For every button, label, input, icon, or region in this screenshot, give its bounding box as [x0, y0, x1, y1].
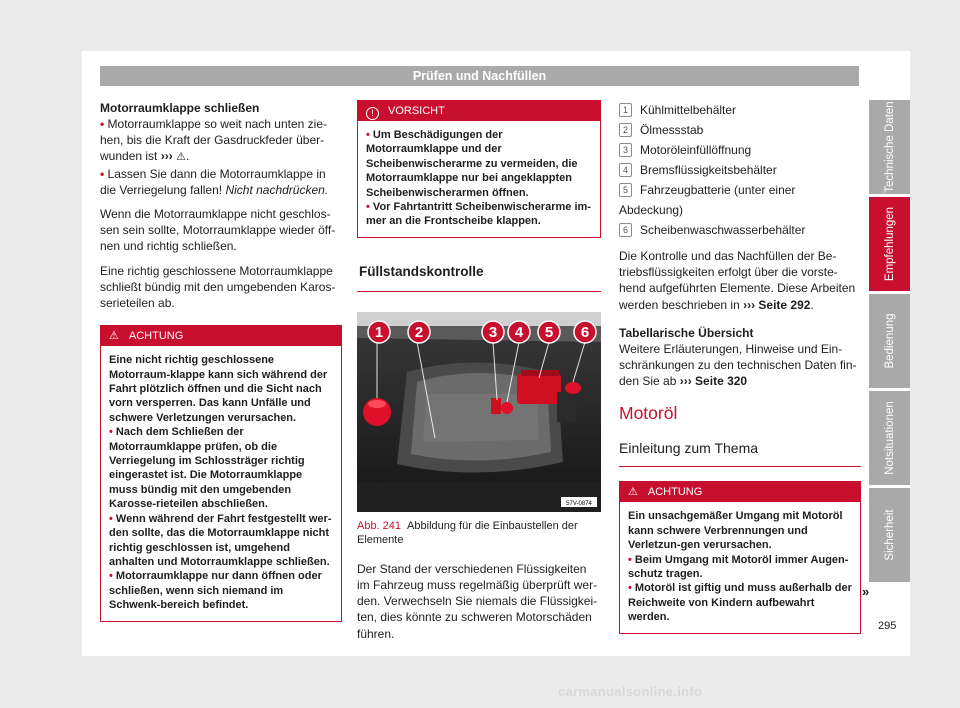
- cross-ref[interactable]: ››› Seite 320: [679, 374, 748, 389]
- figure-marker-label: 4: [514, 323, 524, 341]
- tab-technische-daten[interactable]: Technische Daten: [869, 100, 910, 194]
- list-item: 3 Motoröleinfüllöffnung: [619, 140, 861, 160]
- heading-hood-close: Motorraumklappe schließen: [100, 101, 260, 115]
- figure-caption: Abb. 241 Abbildung für die Einbaustellen der Elemente: [357, 519, 578, 546]
- cross-ref[interactable]: ››› Seite 292: [743, 297, 811, 312]
- caution-bullet: • Um Beschädigungen der Motorraumklappe und der Scheibenwischerarme zu vermeiden, die Motorraumklappe nur bei angeklappten Scheibenwischerarmen öffnen.: [366, 129, 578, 199]
- watermark: carmanualsonline.info: [558, 684, 703, 699]
- figure-marker-label: 2: [414, 323, 424, 341]
- figure-code: 57V-0874: [566, 500, 592, 507]
- tab-notsituationen[interactable]: Notsituationen: [869, 391, 910, 485]
- paragraph: Weitere Erläuterungen, Hinweise und Ein-schränkungen zu den technischen Daten fin-den Sie ab ››› Seite 320: [619, 341, 857, 389]
- element-list: [619, 100, 861, 240]
- page-number: 295: [878, 620, 897, 632]
- column-2: [357, 100, 601, 650]
- tab-bedienung[interactable]: Bedienung: [869, 294, 910, 388]
- bullet-icon: •: [100, 166, 108, 181]
- continue-arrow-icon: »: [862, 584, 870, 599]
- tab-sicherheit[interactable]: Sicherheit: [869, 488, 910, 582]
- warning-triangle-icon: ⚠: [109, 330, 119, 343]
- chapter-title: Motoröl: [619, 403, 678, 424]
- caution-box-body: [358, 121, 600, 237]
- bullet-2: • Lassen Sie dann die Motorraumklappe in die Verriegelung fallen! Nicht nachdrücken.: [100, 166, 329, 197]
- paragraph: Eine richtig geschlossene Motorraumklappe schließt bündig mit den umgebenden Karos-serieteilen ab.: [100, 263, 336, 311]
- warning-bullet: • Wenn während der Fahrt festgestellt wer-den sollte, das die Motorraumklappe nicht richtig geschlossen ist, umgehend anhalten und Motorraumklappe schließen.: [109, 512, 332, 568]
- warning-box: [100, 325, 342, 621]
- paragraph: Wenn die Motorraumklappe nicht geschlos-sen sein sollte, Motorraumklappe wieder öff-nen und richtig schließen.: [100, 207, 336, 254]
- warning-box-body: Eine nicht richtig geschlossene Motorraum-klappe kann sich während der Fahrt plötzlich öffnen und die Sicht nach vorn versperren. Das kann Unfälle und schwere Verletzungen verursachen. • Nach dem Schließen der Motorraumklappe prüfen, ob die Verriegelung im Schlossträger richtig eingerastet ist. Die Motorraumklappe muss bündig mit den umgebenden Karosse-rieteilen abschließen. • Wenn während der Fahrt festgestellt wer-den sollte, das die Motorraumklappe nicht richtig geschlossen ist, umgehend anhalten und Motorraumklappe schließen. • Motorraumklappe nur dann öffnen oder schließen, wenn sich niemand im Schwenk-bereich befindet.: [109, 354, 332, 612]
- heading-table: Tabellarische Übersicht: [619, 325, 754, 340]
- list-item: 1 Kühlmittelbehälter: [619, 100, 861, 120]
- list-item: 6 Scheibenwaschwasserbehälter: [619, 220, 861, 240]
- warning-bullet: • Beim Umgang mit Motoröl immer Augen-schutz tragen.: [628, 553, 849, 581]
- bullet-1: • Motorraumklappe so weit nach unten zie-hen, bis die Kraft der Gasdruckfeder über-wunden ist ››› ⚠.: [100, 117, 327, 164]
- warning-bullet: • Motoröl ist giftig und muss außerhalb der Reichweite von Kindern aufbewahrt werden.: [628, 582, 852, 624]
- list-item: 2 Ölmessstab: [619, 120, 861, 140]
- paragraph: Der Stand der verschiedenen Flüssigkeiten im Fahrzeug muss regelmäßig überprüft wer-den. Verwechseln Sie niemals die Flüssigkei-ten, dies könnte zu schweren Motorschäden führen.: [357, 561, 598, 641]
- section-heading: Einleitung zum Thema: [619, 440, 861, 467]
- figure-marker-label: 1: [374, 323, 384, 341]
- warning-box-header: ⚠ ACHTUNG: [620, 482, 860, 502]
- caution-bullet: • Vor Fahrtantritt Scheibenwischerarme im-mer an die Frontscheibe klappen.: [366, 201, 591, 228]
- section-heading: Füllstandskontrolle: [357, 264, 601, 292]
- warning-triangle-icon: ⚠: [176, 151, 186, 164]
- column-1: [100, 100, 342, 622]
- warning-box: [619, 481, 861, 633]
- figure-marker-label: 5: [544, 323, 554, 341]
- info-circle-icon: !: [366, 107, 379, 120]
- engine-bay-illustration: [357, 312, 601, 512]
- cross-ref[interactable]: ›››: [160, 149, 173, 164]
- warning-triangle-icon: ⚠: [628, 486, 638, 499]
- caution-box: [357, 100, 601, 238]
- page-header: Prüfen und Nachfüllen: [100, 66, 859, 86]
- column-3: [619, 100, 861, 634]
- figure-marker-label: 3: [488, 323, 498, 341]
- caution-box-header: ! VORSICHT: [358, 101, 600, 121]
- bullet-icon: •: [100, 117, 108, 131]
- paragraph: Die Kontrolle und das Nachfüllen der Be-triebsflüssigkeiten erfolgt über die vorste-hend aufgeführten Elemente. Diese Arbeiten werden beschrieben in ››› Seite 292.: [619, 249, 856, 312]
- tab-empfehlungen[interactable]: Empfehlungen: [869, 197, 910, 291]
- engine-bay-figure: [357, 312, 601, 512]
- warning-box-body: Ein unsachgemäßer Umgang mit Motoröl kann schwere Verbrennungen und Verletzun-gen verursachen. • Beim Umgang mit Motoröl immer Augen-schutz tragen. • Motoröl ist giftig und muss außerhalb der Reichweite von Kindern aufbewahrt werden.: [628, 510, 852, 624]
- warning-box-header: ⚠ ACHTUNG: [101, 326, 341, 346]
- figure-marker-label: 6: [580, 323, 590, 341]
- warning-bullet: • Motorraumklappe nur dann öffnen oder schließen, wenn sich niemand im Schwenk-bereich befindet.: [109, 570, 322, 612]
- list-item: 5 Fahrzeugbatterie (unter einer Abdeckung): [619, 183, 796, 217]
- warning-bullet: • Nach dem Schließen der Motorraumklappe prüfen, ob die Verriegelung im Schlossträger richtig eingerastet ist. Die Motorraumklappe muss bündig mit den umgebenden Karosse-rieteilen abschließen.: [109, 426, 305, 511]
- list-item: 4 Bremsflüssigkeitsbehälter: [619, 160, 861, 180]
